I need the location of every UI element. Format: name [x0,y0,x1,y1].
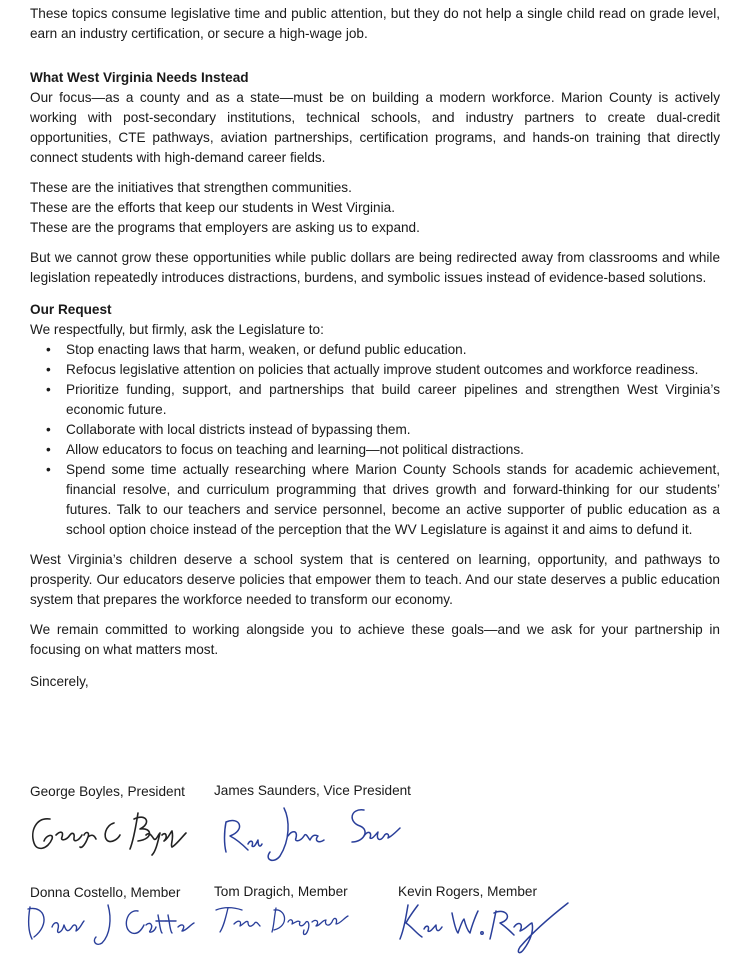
signatory-name-saunders: James Saunders, Vice President [214,783,411,798]
list-item: • Collaborate with local districts instead of bypassing them. [66,420,720,440]
initiative-line: These are the programs that employers are asking us to expand. [30,220,420,235]
initiative-line: These are the initiatives that strengthen communities. [30,180,352,195]
signature-rogers [392,893,572,968]
signatory-name-costello: Donna Costello, Member [30,885,181,900]
letter-body [30,4,720,692]
request-lead: We respectfully, but firmly, ask the Legislature to: [30,322,324,337]
funding-paragraph: But we cannot grow these opportunities while public dollars are being redirected away from classrooms and while legislation repeatedly introduces distractions, burdens, and symbolic issues instead of evidence-based solutions. [30,250,720,285]
signature-boyles [22,805,192,860]
intro-paragraph: These topics consume legislative time and public attention, but they do not help a single child read on grade level, earn an industry certification, or secure a high-wage job. [30,6,720,41]
signature-dragich [212,900,362,940]
workforce-paragraph: Our focus—as a county and as a state—must be on building a modern workforce. Marion County is actively working with post-secondary institutions, technical schools, and industry partners to create dual-credit opportunities, CTE pathways, aviation partnerships, certification programs, and hands-on training that directly connect students with high-demand career fields. [30,90,720,165]
signatory-name-dragich: Tom Dragich, Member [214,884,348,899]
initiative-line: These are the efforts that keep our students in West Virginia. [30,200,395,215]
signatory-name-boyles: George Boyles, President [30,784,185,799]
list-item: • Prioritize funding, support, and partnerships that build career pipelines and strengthen West Virginia’s economic future. [66,380,720,420]
list-item: • Refocus legislative attention on policies that actually improve student outcomes and workforce readiness. [66,360,720,380]
signatory-name-rogers: Kevin Rogers, Member [398,884,538,899]
list-item: • Stop enacting laws that harm, weaken, or defund public education. [66,340,720,360]
initiatives-lines [30,178,720,238]
commitment-paragraph: We remain committed to working alongside you to achieve these goals—and we ask for your partnership in focusing on what matters most. [30,622,720,657]
section-heading-request: Our Request [30,302,112,317]
signature-costello [22,895,202,950]
closing-paragraph: West Virginia’s children deserve a school system that is centered on learning, opportunity, and pathways to prosperity. Our educators deserve policies that empower them to teach. And our state deserves a public education system that prepares the workforce needed to transform our economy. [30,552,720,607]
signoff: Sincerely, [30,674,89,689]
request-list [30,340,720,540]
section-heading-needs: What West Virginia Needs Instead [30,70,249,85]
list-item: • Spend some time actually researching where Marion County Schools stands for academic achievement, financial resolve, and curriculum programming that drives growth and forward-thinking for our students’ futures. Talk to our teachers and service personnel, become an active supporter of public education as a school option choice instead of the perception that the WV Legislature is against it and aims to defund it. [66,460,720,540]
signature-saunders [214,800,404,870]
list-item: • Allow educators to focus on teaching and learning—not political distractions. [66,440,720,460]
